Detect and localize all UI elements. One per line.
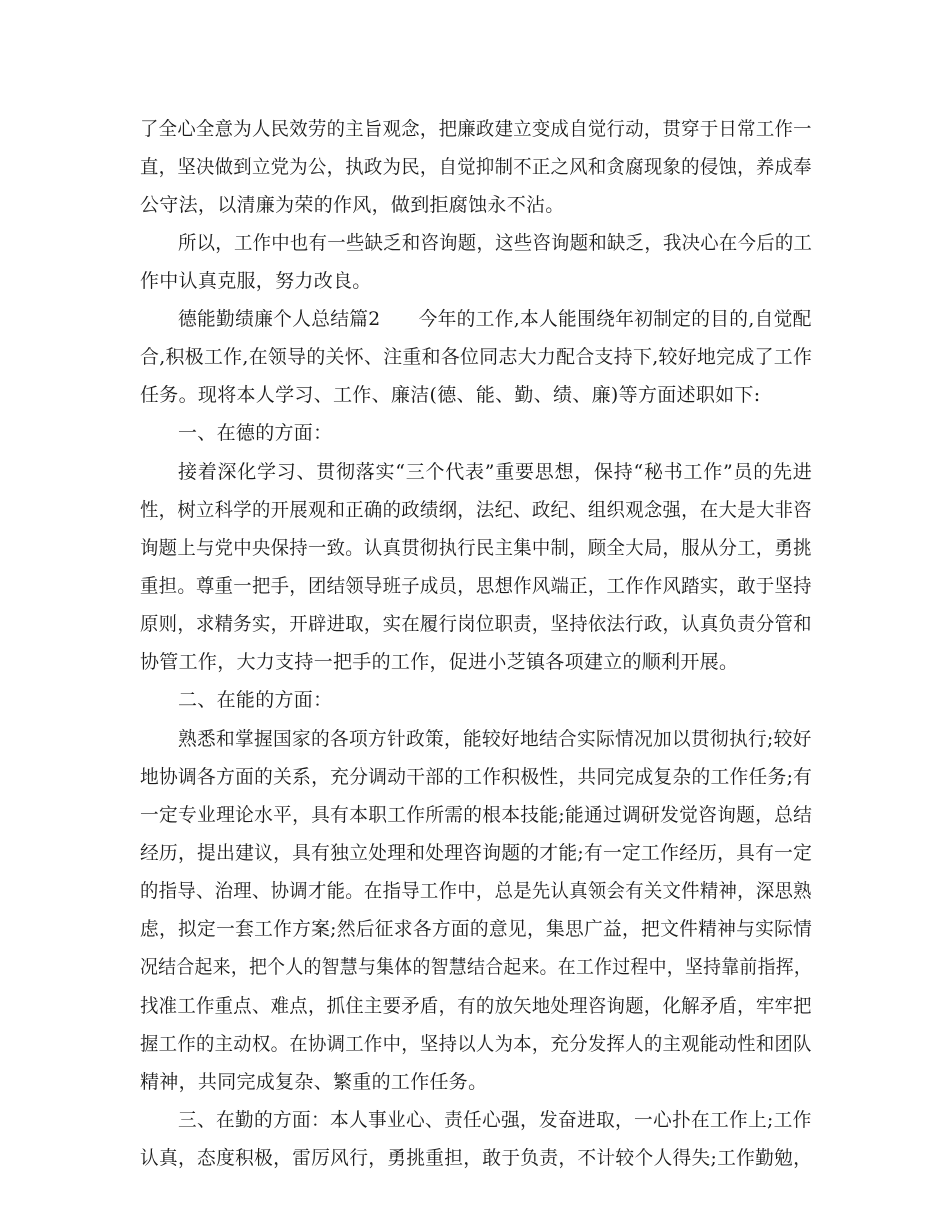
text-line: 找准工作重点、难点，抓住主要矛盾，有的放矢地处理咨询题，化解矛盾，牢牢把 <box>140 995 812 1017</box>
section-heading: 一、在德的方面： <box>178 422 333 444</box>
text-line: 的指导、治理、协调才能。在指导工作中，总是先认真领会有关文件精神，深思熟 <box>140 880 812 902</box>
text-line: 询题上与党中央保持一致。认真贯彻执行民主集中制，顾全大局，服从分工，勇挑 <box>140 537 812 559</box>
text-line: 原则，求精务实，开辟进取，实在履行岗位职责，坚持依法行政，认真负责分管和 <box>140 613 812 635</box>
text-line: 一定专业理论水平，具有本职工作所需的根本技能;能通过调研发觉咨询题，总结 <box>140 804 813 826</box>
text-line: 德能勤绩廉个人总结篇2 今年的工作,本人能围绕年初制定的目的,自觉配 <box>178 308 812 330</box>
section-heading: 二、在能的方面： <box>178 689 333 711</box>
text-line: 合,积极工作,在领导的关怀、注重和各位同志大力配合支持下,较好地完成了工作 <box>140 346 813 368</box>
text-line: 况结合起来，把个人的智慧与集体的智慧结合起来。在工作过程中，坚持靠前指挥， <box>140 956 813 978</box>
text-line: 三、在勤的方面：本人事业心、责任心强，发奋进取，一心扑在工作上;工作 <box>178 1109 812 1131</box>
text-line: 地协调各方面的关系，充分调动干部的工作积极性，共同完成复杂的工作任务;有 <box>140 766 813 788</box>
text-line: 了全心全意为人民效劳的主旨观念，把廉政建立变成自觉行动，贯穿于日常工作一 <box>140 118 812 140</box>
text-line: 重担。尊重一把手，团结领导班子成员，思想作风端正，工作作风踏实，敢于坚持 <box>140 575 812 597</box>
text-line: 精神，共同完成复杂、繁重的工作任务。 <box>140 1071 488 1093</box>
text-line: 熟悉和掌握国家的各项方针政策，能较好地结合实际情况加以贯彻执行;较好 <box>178 728 812 750</box>
text-line: 所以，工作中也有一些缺乏和咨询题，这些咨询题和缺乏，我决心在今后的工 <box>178 232 813 254</box>
text-line: 接着深化学习、贯彻落实“三个代表”重要思想，保持“秘书工作”员的先进 <box>178 461 813 483</box>
text-line: 直，坚决做到立党为公，执政为民，自觉抑制不正之风和贪腐现象的侵蚀，养成奉 <box>140 156 812 178</box>
text-line: 握工作的主动权。在协调工作中，坚持以人为本，充分发挥人的主观能动性和团队 <box>140 1033 812 1055</box>
text-line: 虑，拟定一套工作方案;然后征求各方面的意见，集思广益，把文件精神与实际情 <box>140 918 813 940</box>
text-line: 经历，提出建议，具有独立处理和处理咨询题的才能;有一定工作经历，具有一定 <box>140 842 813 864</box>
text-line: 公守法，以清廉为荣的作风，做到拒腐蚀永不沾。 <box>140 194 565 216</box>
text-line: 作中认真克服，努力改良。 <box>140 270 372 292</box>
text-line: 协管工作，大力支持一把手的工作，促进小芝镇各项建立的顺利开展。 <box>140 651 739 673</box>
text-line: 认真，态度积极，雷厉风行，勇挑重担，敢于负责，不计较个人得失;工作勤勉， <box>140 1147 813 1169</box>
text-line: 性，树立科学的开展观和正确的政绩纲，法纪、政纪、组织观念强，在大是大非咨 <box>140 499 812 521</box>
text-line: 任务。现将本人学习、工作、廉洁(德、能、勤、绩、廉)等方面述职如下: <box>140 384 761 406</box>
